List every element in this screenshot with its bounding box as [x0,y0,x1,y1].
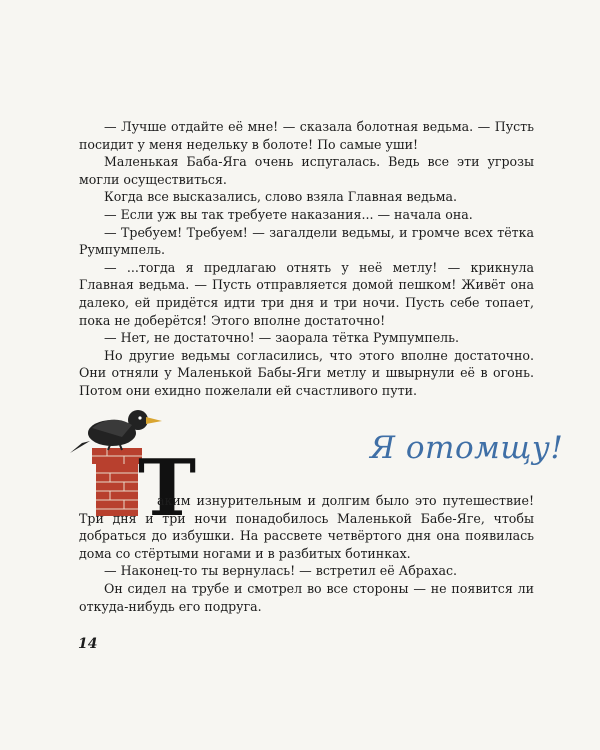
paragraph: — Лучше отдайте её мне! — сказала болотная ведьма. — Пусть посидит у меня недельку в болоте! По самые уши! [79,119,534,152]
paragraph: — Наконец-то ты вернулась! — встретил её Абрахас. [104,563,458,579]
page-number: 14 [78,636,98,652]
drop-cap: Т [138,443,197,534]
text-block-bottom [79,491,534,615]
dropcap-paragraph-text: аким изнурительным и долгим было это путешествие! Три дня и три ночи понадобилось Маленькой Бабе-Яге, чтобы добраться до избушки. На рассвете четвёртого дня она появилась дома со стёртыми ногами и в разбитых ботинках. [79,493,534,561]
paragraph: Но другие ведьмы согласились, что этого вполне достаточно. Они отняли у Маленькой Бабы-Яги метлу и швырнули её в огонь. Потом они ехидно пожелали ей счастливого пути. [79,347,534,398]
paragraph: — Если уж вы так требуете наказания... — начала она. [104,206,473,222]
paragraph: — Нет, не достаточно! — заорала тётка Румпумпель. [104,330,460,346]
dropcap-spacer [79,491,157,505]
paragraph: Маленькая Баба-Яга очень испугалась. Ведь все эти угрозы могли осуществиться. [79,154,534,187]
paragraph: — ...тогда я предлагаю отнять у неё метлу! — крикнула Главная ведьма. — Пусть отправляется домой пешком! Живёт она далеко, ей придётся идти три дня и три ночи. Пусть себе топает, пока не доберётся! Этого вполне достаточно! [79,259,534,328]
paragraph: Он сидел на трубе и смотрел во все стороны — не появится ли откуда-нибудь его подруга. [79,580,534,614]
paragraph: — Требуем! Требуем! — загалдели ведьмы, и громче всех тётка Румпумпель. [79,224,534,258]
dropcap-paragraph [79,491,534,562]
paragraph: Когда все высказались, слово взяла Главная ведьма. [104,189,458,205]
chapter-title: Я отомщу! [370,430,564,466]
text-block-top [79,118,534,400]
